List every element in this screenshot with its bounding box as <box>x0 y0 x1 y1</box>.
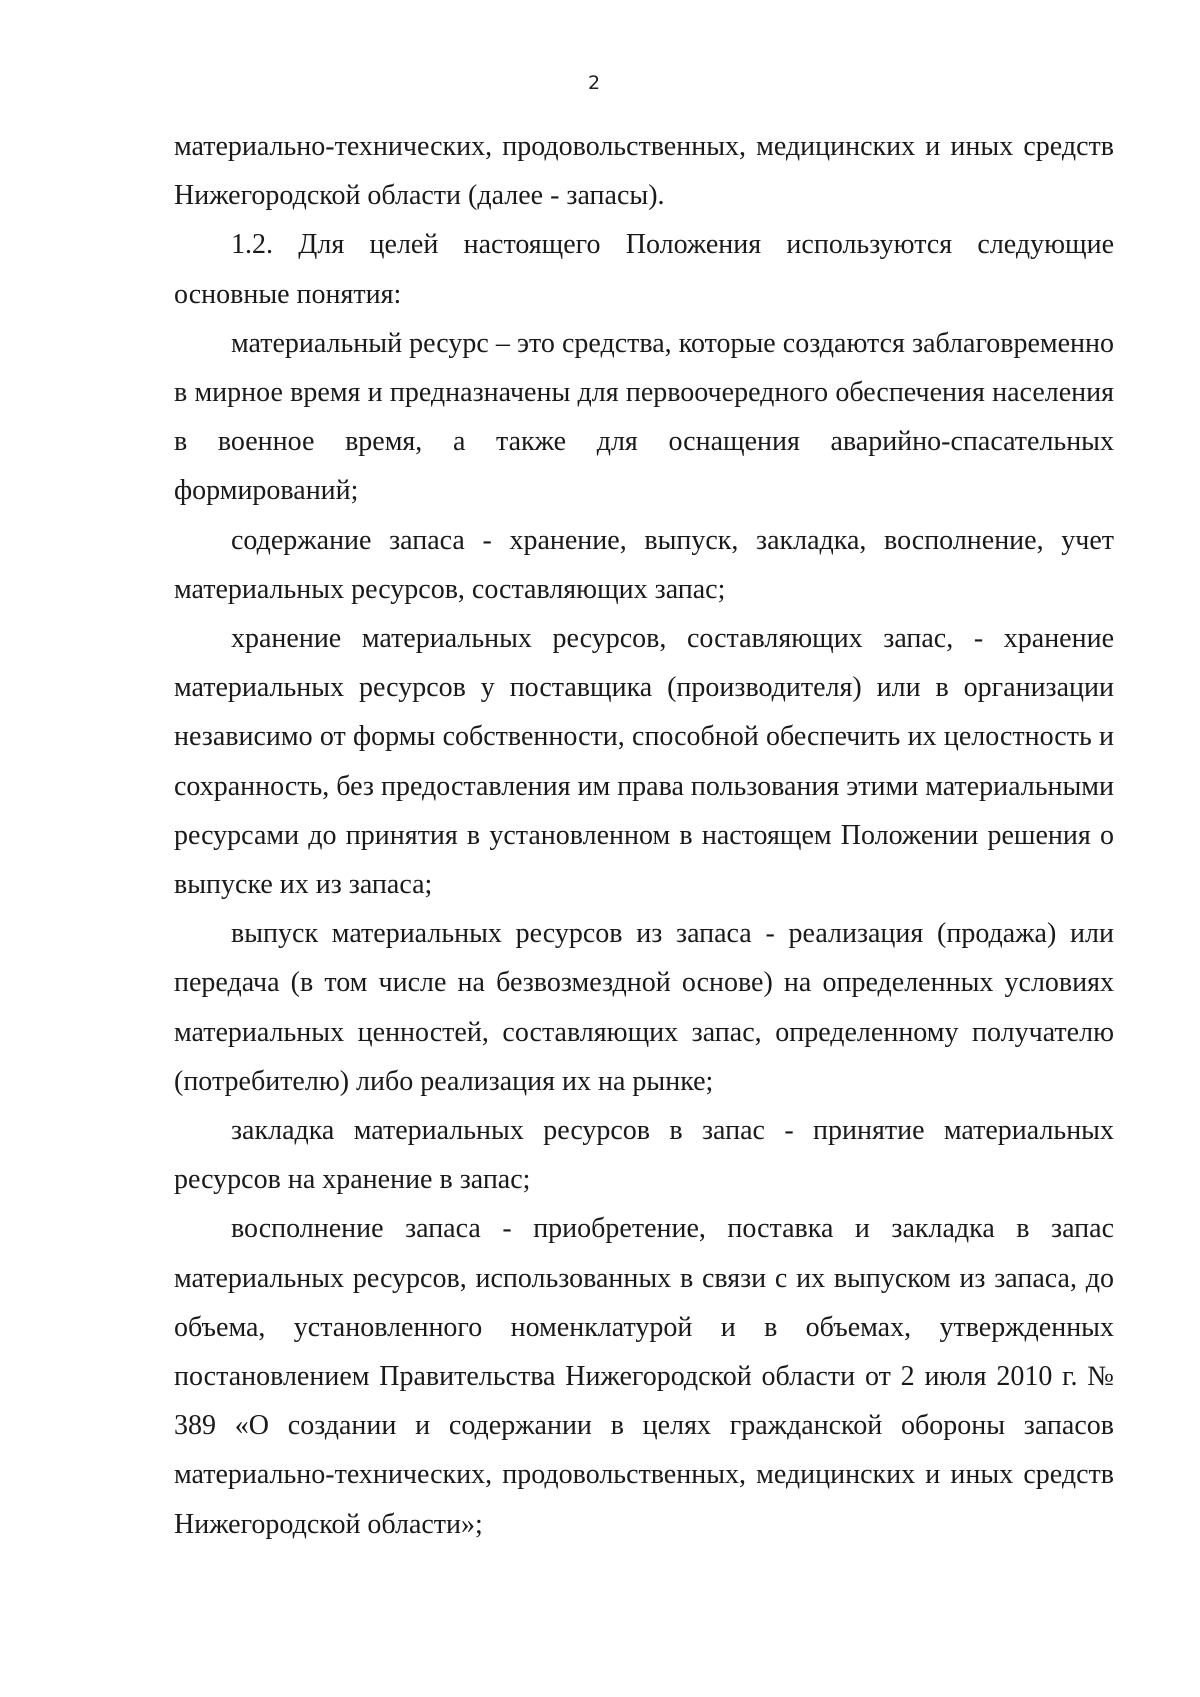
paragraph-resource-storage: хранение материальных ресурсов, составляющих запас, - хранение материальных ресурсов у поставщика (производителя) или в организации независимо от формы собственности, способной обеспечить их целостность и сохранность, без предоставления им права пользования этими материальными ресурсами до принятия в установленном в настоящем Положении решения о выпуске их из запаса; <box>174 623 1114 901</box>
paragraph-resource-release: выпуск материальных ресурсов из запаса - реализация (продажа) или передача (в том числе на безвозмездной основе) на определенных условиях материальных ценностей, составляющих запас, определенному получателю (потребителю) либо реализация их на рынке; <box>174 918 1114 1097</box>
page-number: 2 <box>587 72 601 94</box>
paragraph-reserve-replenishment: восполнение запаса - приобретение, поставка и закладка в запас материальных ресурсов, использованных в связи с их выпуском из запаса, до объема, установленного номенклатурой и в объемах, утвержденных постановлением Правительства Нижегородской области от 2 июля 2010 г. № 389 «О создании и содержании в целях гражданской обороны запасов материально-технических, продовольственных, медицинских и иных средств Нижегородской области»; <box>174 1213 1114 1540</box>
document-body <box>174 122 1114 1549</box>
paragraph-resource-laying: закладка материальных ресурсов в запас - принятие материальных ресурсов на хранение в запас; <box>174 1115 1114 1196</box>
paragraph-reserve-maintenance: содержание запаса - хранение, выпуск, закладка, восполнение, учет материальных ресурсов, составляющих запас; <box>174 524 1114 605</box>
paragraph-continuation: материально-технических, продовольственных, медицинских и иных средств Нижегородской области (далее - запасы). <box>174 131 1114 212</box>
paragraph-definitions-intro: 1.2. Для целей настоящего Положения используются следующие основные понятия: <box>174 229 1114 310</box>
paragraph-material-resource: материальный ресурс – это средства, которые создаются заблаговременно в мирное время и предназначены для первоочередного обеспечения населения в военное время, а также для оснащения аварийно-спасательных формирований; <box>174 327 1114 507</box>
